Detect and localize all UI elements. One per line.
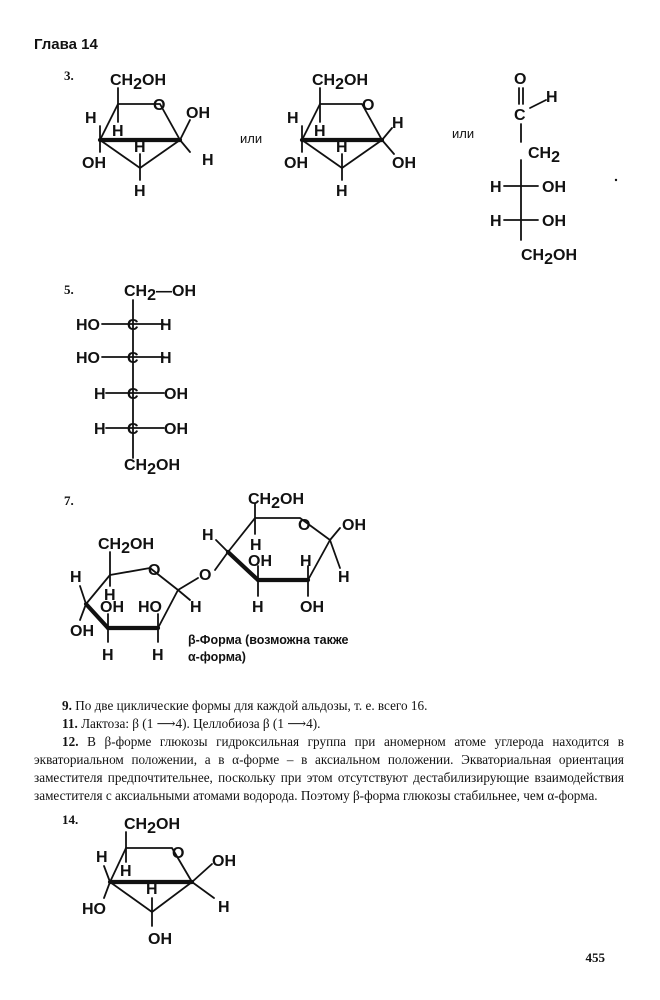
svg-text:H: H: [70, 569, 82, 586]
svg-text:HO: HO: [138, 599, 162, 616]
structure-5: [76, 283, 196, 478]
svg-text:CH2OH: CH2OH: [110, 72, 167, 93]
svg-text:C: C: [514, 107, 526, 124]
problem-number-14: 14.: [62, 812, 79, 827]
svg-text:HO: HO: [76, 317, 100, 334]
svg-text:O: O: [298, 517, 311, 534]
beta-form-note-line2: α-форма): [188, 650, 246, 664]
answers-block: [34, 697, 624, 805]
answer-12: 12. В β-форме глюкозы гидроксильная группа при аномерном атоме углерода находится в экваториальном положении, а в α-форме – в аксиальном положении. Экваториальная ориентация заместителя предпочтительнее, поскольку при этом отсутствуют дестабилизирующие взаимодействия заместителя с аксиальными атомами водорода. Поэтому β-форма глюкозы стабильнее, чем α-форма.: [34, 734, 625, 803]
svg-text:OH: OH: [82, 155, 106, 172]
svg-text:O: O: [148, 562, 161, 579]
svg-text:CH2OH: CH2OH: [124, 457, 181, 478]
svg-text:H: H: [287, 110, 299, 127]
svg-text:H: H: [94, 386, 106, 403]
or-connector-1: или: [240, 131, 263, 146]
svg-text:H: H: [336, 183, 348, 200]
svg-text:OH: OH: [392, 155, 416, 172]
ring-7b: [228, 518, 330, 580]
svg-text:H: H: [336, 139, 348, 156]
svg-text:H: H: [112, 123, 124, 140]
svg-text:H: H: [104, 587, 116, 604]
svg-text:H: H: [134, 139, 146, 156]
svg-text:H: H: [202, 527, 214, 544]
svg-text:HO: HO: [76, 350, 100, 367]
svg-text:OH: OH: [148, 931, 172, 948]
svg-text:H: H: [218, 899, 230, 916]
svg-text:O: O: [153, 97, 166, 114]
svg-text:O: O: [362, 97, 375, 114]
svg-text:CH2OH: CH2OH: [312, 72, 369, 93]
svg-text:H: H: [102, 647, 114, 664]
problem-number-5: 5.: [64, 282, 74, 297]
svg-text:H: H: [252, 599, 264, 616]
or-connector-2: или: [452, 126, 475, 141]
svg-text:OH: OH: [212, 853, 236, 870]
svg-text:H: H: [160, 350, 172, 367]
svg-text:OH: OH: [542, 179, 566, 196]
svg-text:CH2OH: CH2OH: [124, 816, 181, 837]
svg-text:OH: OH: [70, 623, 94, 640]
svg-text:H: H: [96, 849, 108, 866]
svg-text:OH: OH: [100, 599, 124, 616]
svg-text:H: H: [120, 863, 132, 880]
beta-form-note-line1: β-Форма (возможна также: [188, 633, 349, 647]
svg-text:H: H: [338, 569, 350, 586]
svg-text:O: O: [199, 567, 212, 584]
svg-text:O: O: [172, 845, 185, 862]
answer-11: 11. Лактоза: β (1 ⟶4). Целлобиоза β (1 ⟶4).: [62, 716, 321, 731]
svg-text:H: H: [202, 152, 214, 169]
svg-text:H: H: [250, 537, 262, 554]
structure-3a: [82, 72, 214, 200]
structure-3b: [284, 72, 416, 200]
svg-text:C: C: [127, 386, 139, 403]
page-number: 455: [585, 950, 605, 965]
svg-text:CH2OH: CH2OH: [248, 491, 305, 512]
svg-text:H: H: [85, 110, 97, 127]
svg-text:H: H: [314, 123, 326, 140]
svg-text:H: H: [94, 421, 106, 438]
svg-text:H: H: [152, 647, 164, 664]
svg-text:H: H: [146, 881, 158, 898]
svg-text:O: O: [514, 71, 527, 88]
svg-text:OH: OH: [342, 517, 366, 534]
svg-text:OH: OH: [284, 155, 308, 172]
svg-text:H: H: [190, 599, 202, 616]
svg-text:H: H: [392, 115, 404, 132]
structure-14: [82, 816, 236, 948]
svg-text:C: C: [127, 350, 139, 367]
svg-text:OH: OH: [164, 421, 188, 438]
problem-number-3: 3.: [64, 68, 74, 83]
svg-text:OH: OH: [300, 599, 324, 616]
svg-text:CH2: CH2: [528, 145, 561, 166]
svg-text:C: C: [127, 317, 139, 334]
svg-text:OH: OH: [186, 105, 210, 122]
svg-text:OH: OH: [542, 213, 566, 230]
answer-9: 9. По две циклические формы для каждой альдозы, т. е. всего 16.: [62, 698, 428, 713]
svg-text:OH: OH: [164, 386, 188, 403]
problem-number-7: 7.: [64, 493, 74, 508]
structure-7-right-ring: [202, 491, 366, 616]
svg-text:H: H: [490, 179, 502, 196]
svg-text:OH: OH: [248, 553, 272, 570]
svg-text:CH2—OH: CH2—OH: [124, 283, 197, 304]
svg-text:H: H: [300, 553, 312, 570]
beta-form-note: [188, 632, 349, 666]
svg-text:H: H: [546, 89, 558, 106]
svg-text:CH2OH: CH2OH: [521, 247, 578, 268]
svg-text:C: C: [127, 421, 139, 438]
svg-text:HO: HO: [82, 901, 106, 918]
svg-text:H: H: [160, 317, 172, 334]
svg-text:H: H: [134, 183, 146, 200]
chapter-heading: Глава 14: [34, 36, 98, 53]
svg-text:H: H: [490, 213, 502, 230]
svg-text:CH2OH: CH2OH: [98, 536, 155, 557]
structure-3c: [490, 71, 617, 268]
